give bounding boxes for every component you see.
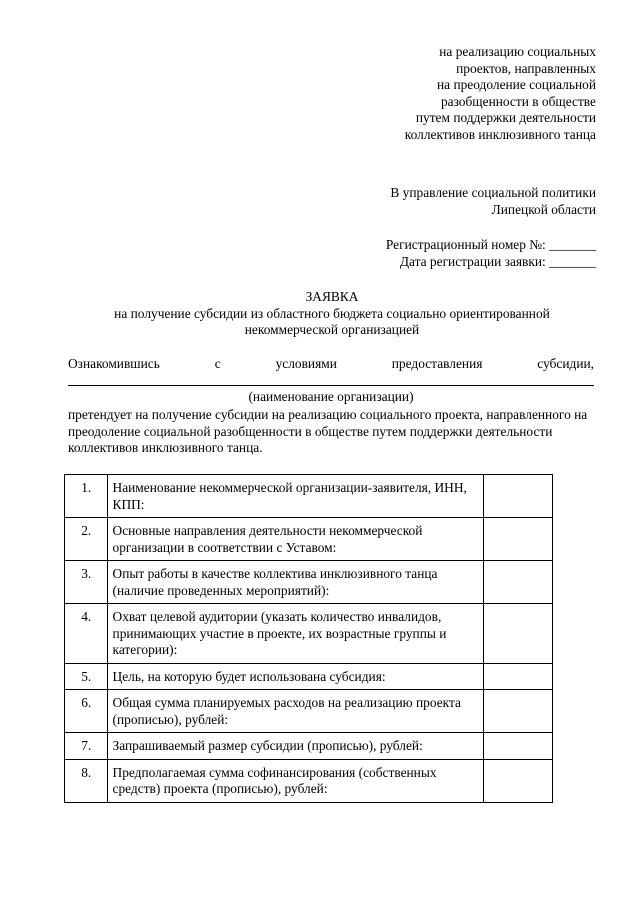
row-number: 1. bbox=[65, 475, 108, 518]
row-number: 6. bbox=[65, 690, 108, 733]
row-description: Цель, на которую будет использована субсидия: bbox=[107, 663, 484, 690]
recipient-line: Липецкой области bbox=[491, 201, 596, 217]
appendix-line: проектов, направленных bbox=[456, 60, 596, 76]
intro-word: с bbox=[214, 356, 221, 371]
table-row bbox=[65, 759, 553, 802]
table-row bbox=[65, 475, 553, 518]
row-number: 7. bbox=[65, 733, 108, 760]
row-value-cell[interactable] bbox=[484, 690, 553, 733]
row-value-cell[interactable] bbox=[484, 663, 553, 690]
row-number: 3. bbox=[65, 561, 108, 604]
application-table bbox=[64, 474, 553, 803]
intro-word: Ознакомившись bbox=[68, 356, 160, 371]
registration-number: Регистрационный номер №: _______ bbox=[385, 237, 596, 252]
document-title bbox=[62, 289, 602, 339]
table-row bbox=[65, 518, 553, 561]
intro-line bbox=[68, 356, 594, 373]
row-number: 8. bbox=[65, 759, 108, 802]
org-name-blank-line[interactable] bbox=[68, 385, 594, 386]
row-description: Запрашиваемый размер субсидии (прописью), рублей: bbox=[107, 733, 484, 760]
appendix-line: на преодоление социальной bbox=[436, 77, 596, 92]
row-description: Предполагаемая сумма софинансирования (собственных средств) проекта (прописью), рублей: bbox=[107, 759, 484, 802]
table-row bbox=[65, 690, 553, 733]
org-name-caption: (наименование организации) bbox=[248, 389, 414, 404]
row-description: Охват целевой аудитории (указать количество инвалидов, принимающих участие в проекте, их возрастные группы и категории): bbox=[107, 604, 484, 664]
row-description: Наименование некоммерческой организации-заявителя, ИНН, КПП: bbox=[107, 475, 484, 518]
row-description: Общая сумма планируемых расходов на реализацию проекта (прописью), рублей: bbox=[107, 690, 484, 733]
appendix-note bbox=[276, 44, 596, 143]
table-row bbox=[65, 663, 553, 690]
row-description: Основные направления деятельности некоммерческой организации в соответствии с Уставом: bbox=[107, 518, 484, 561]
title-main: ЗАЯВКА bbox=[305, 289, 359, 304]
table-row bbox=[65, 733, 553, 760]
registration-date: Дата регистрации заявки: _______ bbox=[399, 253, 596, 269]
row-value-cell[interactable] bbox=[484, 733, 553, 760]
recipient-block bbox=[276, 185, 596, 218]
intro-word: субсидии, bbox=[537, 356, 594, 371]
row-number: 2. bbox=[65, 518, 108, 561]
row-number: 4. bbox=[65, 604, 108, 664]
row-value-cell[interactable] bbox=[484, 604, 553, 664]
row-number: 5. bbox=[65, 663, 108, 690]
row-value-cell[interactable] bbox=[484, 518, 553, 561]
intro-paragraph: претендует на получение субсидии на реализацию социального проекта, направленного на преодоление социальной разобщенности в обществе путем поддержки деятельности коллективов инклюзивного танца. bbox=[68, 407, 588, 455]
row-value-cell[interactable] bbox=[484, 475, 553, 518]
table-row bbox=[65, 604, 553, 664]
intro-word: предоставления bbox=[391, 356, 483, 371]
recipient-line: В управление социальной политики bbox=[390, 185, 596, 200]
registration-block bbox=[276, 237, 596, 270]
title-line: некоммерческой организацией bbox=[244, 322, 420, 337]
appendix-line: коллективов инклюзивного танца bbox=[404, 126, 596, 142]
row-value-cell[interactable] bbox=[484, 561, 553, 604]
appendix-line: путем поддержки деятельности bbox=[415, 110, 596, 125]
appendix-line: разобщенности в обществе bbox=[440, 93, 596, 109]
row-value-cell[interactable] bbox=[484, 759, 553, 802]
table-row bbox=[65, 561, 553, 604]
appendix-line: на реализацию социальных bbox=[439, 44, 596, 59]
intro-word: условиями bbox=[275, 356, 337, 371]
title-line: на получение субсидии из областного бюджета социально ориентированной bbox=[114, 305, 550, 321]
row-description: Опыт работы в качестве коллектива инклюзивного танца (наличие проведенных мероприятий): bbox=[107, 561, 484, 604]
